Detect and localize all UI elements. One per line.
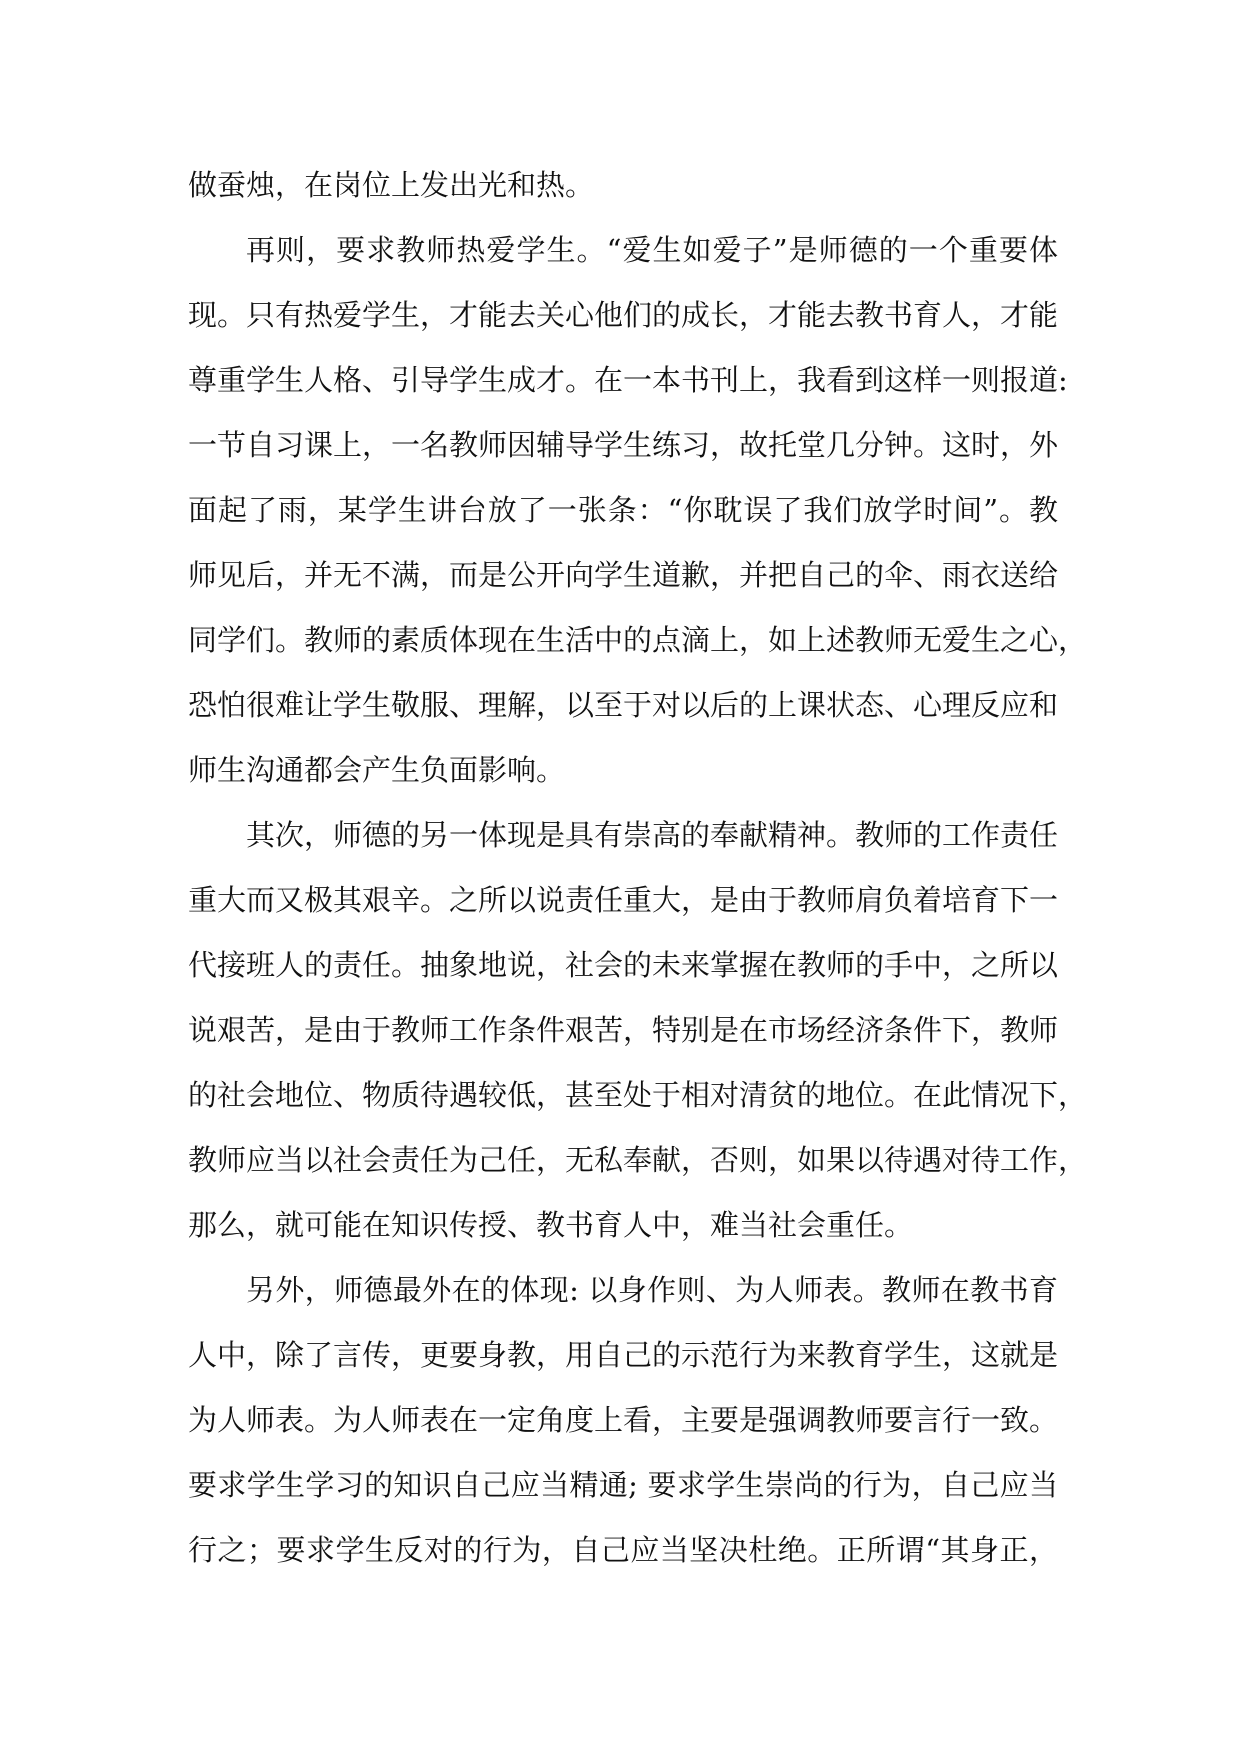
text-line: 面起了雨，某学生讲台放了一张条：“你耽误了我们放学时间”。教: [188, 493, 1058, 527]
text-line: 行之；要求学生反对的行为，自己应当坚决杜绝。正所谓“其身正，: [188, 1533, 1058, 1567]
text-line: 为人师表。为人师表在一定角度上看，主要是强调教师要言行一致。: [188, 1403, 1059, 1437]
text-line: 一节自习课上，一名教师因辅导学生练习，故托堂几分钟。这时，外: [188, 428, 1059, 462]
text-line: 那么，就可能在知识传授、教书育人中，难当社会重任。: [188, 1208, 914, 1242]
text-line: 同学们。教师的素质体现在生活中的点滴上，如上述教师无爱生之心，: [188, 623, 1088, 657]
text-line: 代接班人的责任。抽象地说，社会的未来掌握在教师的手中，之所以: [188, 948, 1059, 982]
body-text: [188, 153, 1088, 1583]
paragraph-first-line: 其次，师德的另一体现是具有崇高的奉献精神。教师的工作责任: [246, 818, 1059, 852]
paragraph-first-line: 另外，师德最外在的体现: 以身作则、为人师表。教师在教书育: [246, 1273, 1058, 1307]
text-line: 的社会地位、物质待遇较低，甚至处于相对清贫的地位。在此情况下，: [188, 1078, 1088, 1112]
text-line: 教师应当以社会责任为己任，无私奉献，否则，如果以待遇对待工作，: [188, 1143, 1088, 1177]
text-line: 人中，除了言传，更要身教，用自己的示范行为来教育学生，这就是: [188, 1338, 1059, 1372]
text-line: 尊重学生人格、引导学生成才。在一本书刊上，我看到这样一则报道:: [188, 363, 1068, 397]
text-line: 重大而又极其艰辛。之所以说责任重大，是由于教师肩负着培育下一: [188, 883, 1059, 917]
paragraph-first-line: 再则，要求教师热爱学生。“爱生如爱子”是师德的一个重要体: [246, 233, 1058, 267]
text-line: 现。只有热爱学生，才能去关心他们的成长，才能去教书育人，才能: [188, 298, 1059, 332]
text-line: 师见后，并无不满，而是公开向学生道歉，并把自己的伞、雨衣送给: [188, 558, 1059, 592]
text-line: 要求学生学习的知识自己应当精通; 要求学生崇尚的行为，自己应当: [188, 1468, 1058, 1502]
text-line: 说艰苦，是由于教师工作条件艰苦，特别是在市场经济条件下，教师: [188, 1013, 1059, 1047]
text-line: 师生沟通都会产生负面影响。: [188, 753, 566, 787]
text-line: 恐怕很难让学生敬服、理解，以至于对以后的上课状态、心理反应和: [188, 688, 1059, 722]
text-line: 做蚕烛，在岗位上发出光和热。: [188, 168, 595, 202]
